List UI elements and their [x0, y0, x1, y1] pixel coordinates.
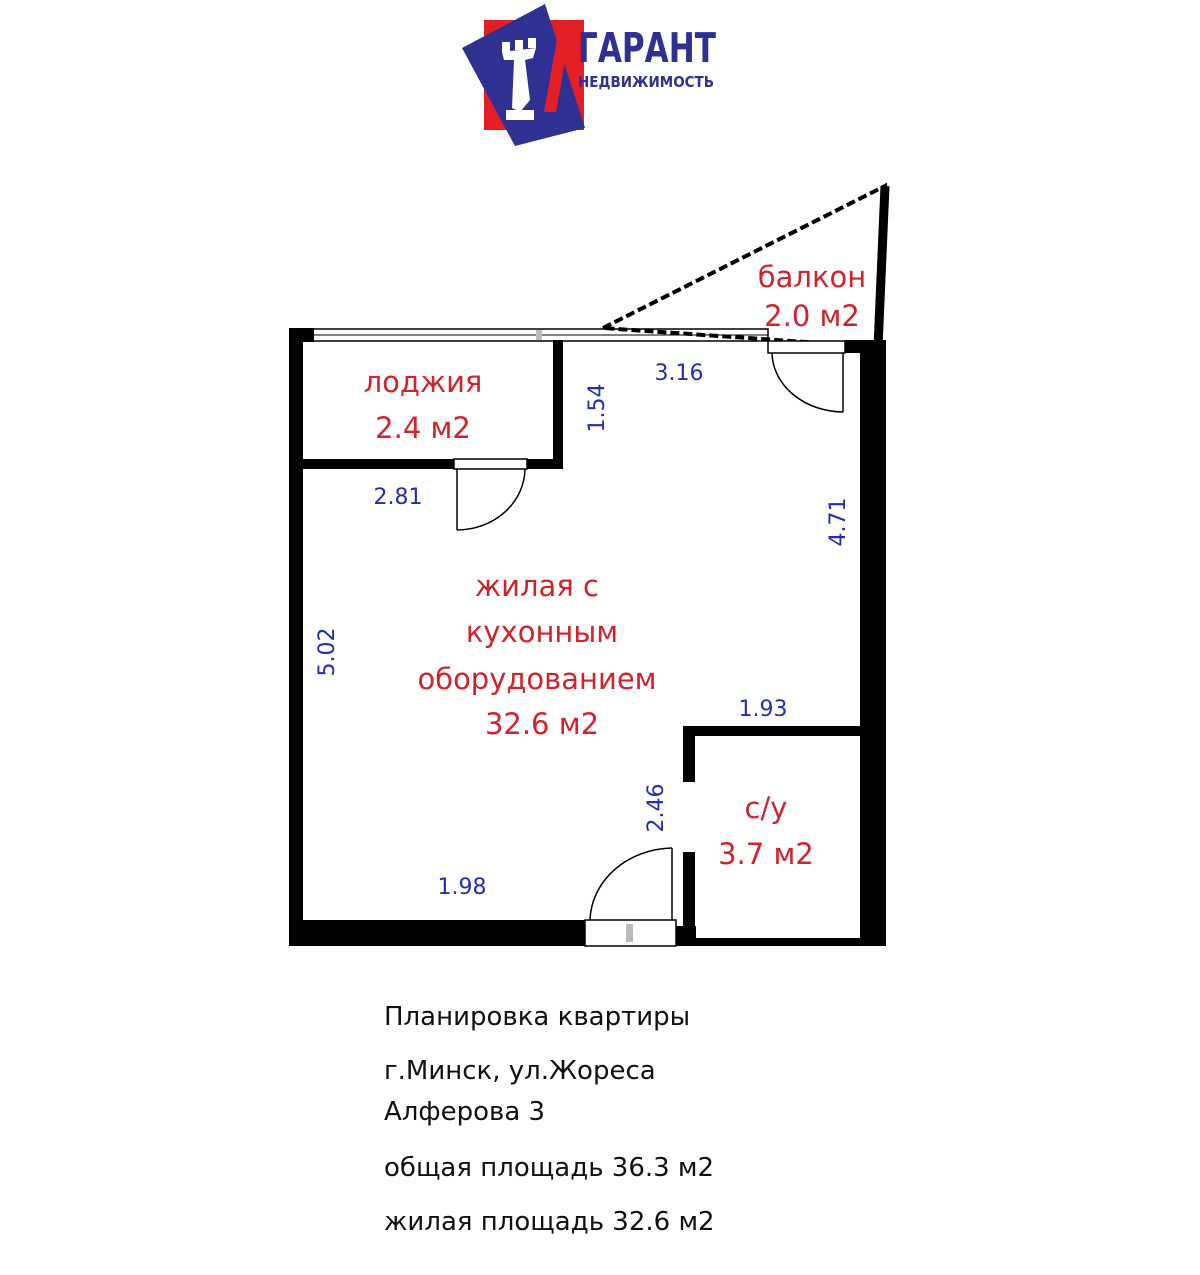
balcony-area: 2.0 м2	[764, 299, 860, 333]
dim-bathroom-top: 1.93	[738, 697, 788, 722]
wall-bottom-left	[289, 920, 585, 946]
living-room-line3: оборудованием	[417, 662, 657, 696]
dim-loggia-bottom: 2.81	[373, 485, 423, 510]
wall-bathroom-left-lower	[683, 852, 695, 946]
loggia-name: лоджия	[363, 365, 483, 399]
dim-left-wall: 5.02	[315, 627, 340, 677]
living-room-line1: жилая с	[475, 569, 599, 603]
dim-top-wall: 3.16	[654, 361, 704, 386]
wall-loggia-bottom-left	[289, 459, 454, 469]
living-room-line2: кухонным	[465, 615, 619, 649]
wall-bathroom-bottom	[683, 938, 886, 946]
wall-bathroom-top	[683, 726, 861, 736]
wall-right	[860, 340, 886, 946]
address-line2: Алферова 3	[384, 1097, 546, 1127]
plan-title: Планировка квартиры	[384, 1002, 691, 1032]
door-loggia	[454, 459, 527, 530]
dim-right-wall: 4.71	[826, 497, 851, 547]
total-area: общая площадь 36.3 м2	[384, 1153, 715, 1183]
dim-bottom-wall: 1.98	[437, 875, 487, 900]
door-balcony	[768, 341, 845, 412]
logo-title: ГАРАНТ	[578, 24, 717, 72]
living-area: жилая площадь 32.6 м2	[384, 1207, 715, 1237]
balcony-name: балкон	[757, 260, 867, 294]
wall-bathroom-left-upper	[683, 726, 695, 782]
bathroom-name: с/у	[744, 791, 788, 825]
bathroom-area: 3.7 м2	[718, 837, 814, 871]
logo-subtitle: НЕДВИЖИМОСТЬ	[578, 73, 714, 91]
loggia-area: 2.4 м2	[375, 411, 471, 445]
wall-loggia-side	[553, 340, 563, 469]
company-logo	[462, 4, 716, 146]
dim-bathroom-side: 2.46	[644, 783, 669, 833]
address-line1: г.Минск, ул.Жореса	[384, 1056, 656, 1086]
door-entrance	[585, 848, 676, 946]
dim-loggia-side: 1.54	[585, 383, 610, 433]
living-room-area: 32.6 м2	[484, 707, 600, 741]
wall-left	[289, 328, 303, 946]
